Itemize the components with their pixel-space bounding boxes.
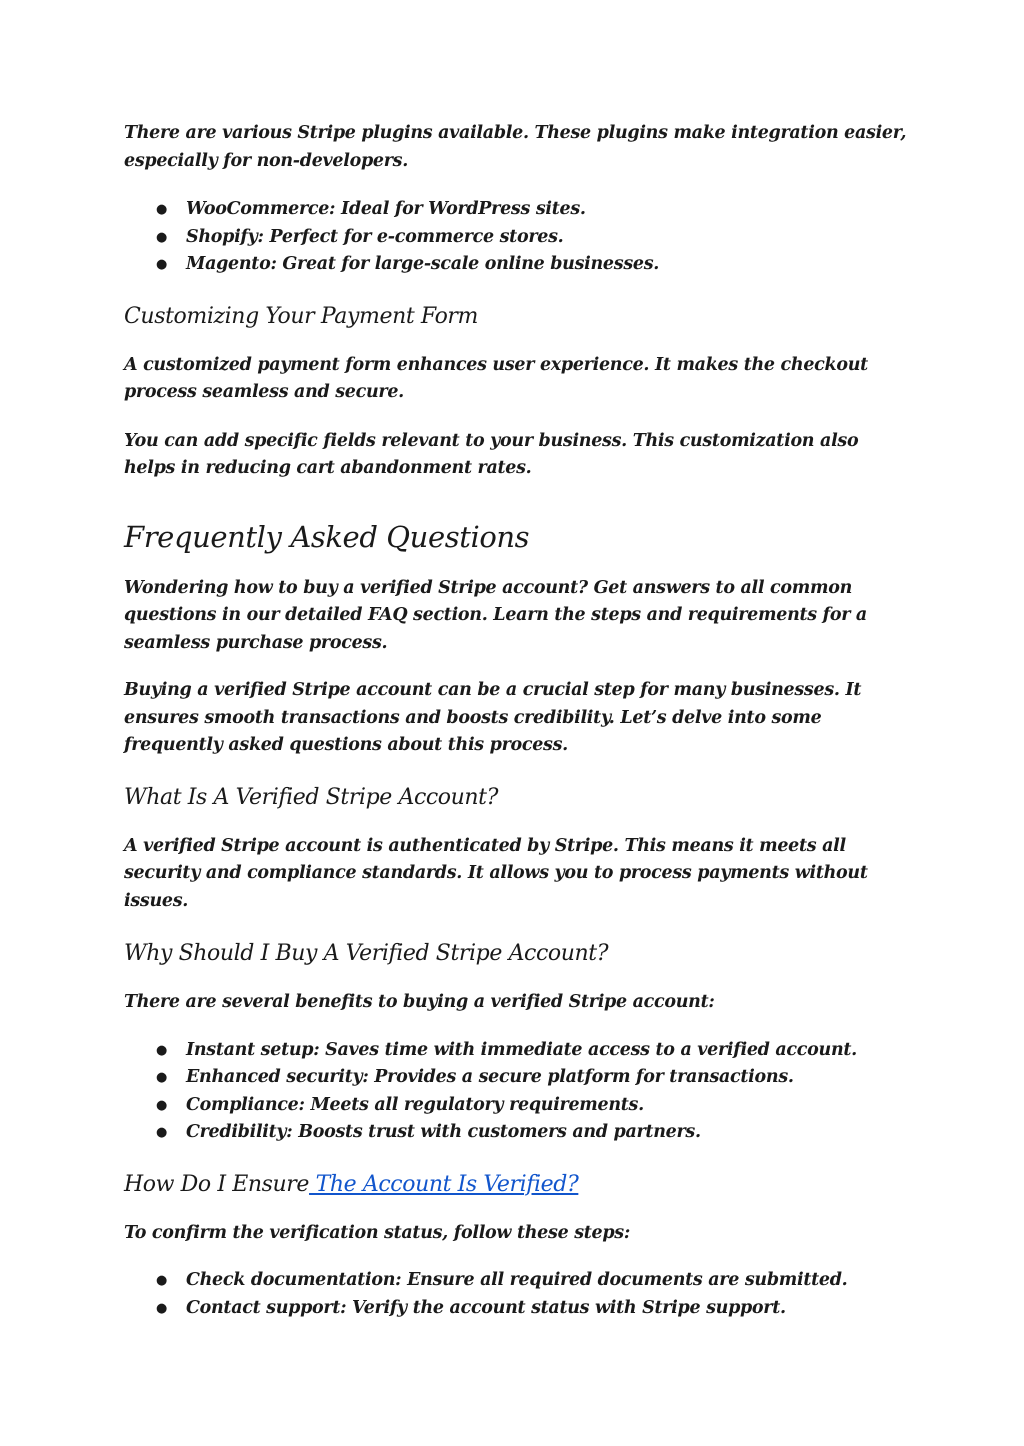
list-item: ● Compliance: Meets all regulatory requirements. bbox=[124, 1092, 914, 1120]
faq-paragraph-1: Wondering how to buy a verified Stripe account? Get answers to all common questions in our detailed FAQ section. Learn the steps and requirements for a seamless purchase process. bbox=[124, 577, 867, 653]
list-item: ● Credibility: Boosts trust with customers and partners. bbox=[124, 1119, 914, 1147]
list-item: ● Instant setup: Saves time with immediate access to a verified account. bbox=[124, 1037, 914, 1065]
what-is-paragraph: A verified Stripe account is authenticated by Stripe. This means it meets all security and compliance standards. It allows you to process payments without issues. bbox=[124, 835, 868, 911]
list-item: ● Enhanced security: Provides a secure platform for transactions. bbox=[124, 1064, 914, 1092]
faq-paragraph-2: Buying a verified Stripe account can be a crucial step for many businesses. It ensures smooth transactions and boosts credibility. Let’s delve into some frequently asked questions about this process. bbox=[124, 680, 862, 755]
bullet-icon: ● bbox=[156, 257, 168, 272]
list-item: ● Magento: Great for large-scale online businesses. bbox=[124, 251, 914, 279]
bullet-icon: ● bbox=[156, 202, 168, 217]
ensure-heading bbox=[124, 1169, 914, 1201]
document-page bbox=[124, 120, 914, 1322]
bullet-icon: ● bbox=[156, 229, 168, 245]
bullet-icon: ● bbox=[156, 1070, 168, 1085]
ensure-paragraph: To confirm the verification status, follow these steps: bbox=[124, 1222, 631, 1243]
customizing-paragraph-2: You can add specific fields relevant to your business. This customization also helps in reducing cart abandonment rates. bbox=[124, 430, 859, 478]
ensure-heading-prefix: How Do I Ensure bbox=[124, 1171, 310, 1197]
account-verified-link[interactable]: The Account Is Verified? bbox=[309, 1171, 579, 1197]
list-item: ● Shopify: Perfect for e-commerce stores. bbox=[124, 224, 914, 252]
what-is-heading: What Is A Verified Stripe Account? bbox=[124, 784, 499, 810]
why-buy-heading: Why Should I Buy A Verified Stripe Account? bbox=[124, 941, 609, 966]
list-item: ● Contact support: Verify the account status with Stripe support. bbox=[124, 1295, 914, 1323]
bullet-icon: ● bbox=[156, 1042, 168, 1058]
list-item: ● WooCommerce: Ideal for WordPress sites. bbox=[124, 196, 914, 224]
bullet-icon: ● bbox=[156, 1097, 168, 1113]
bullet-icon: ● bbox=[156, 1300, 168, 1316]
faq-heading: Frequently Asked Questions bbox=[124, 519, 530, 554]
plugins-intro-paragraph: There are various Stripe plugins available. These plugins make integration easier, especially for non-developers. bbox=[124, 123, 907, 171]
bullet-icon: ● bbox=[156, 1125, 168, 1140]
list-item: ● Check documentation: Ensure all required documents are submitted. bbox=[124, 1267, 914, 1295]
benefits-list bbox=[124, 1037, 914, 1147]
bullet-icon: ● bbox=[156, 1273, 168, 1288]
why-buy-paragraph: There are several benefits to buying a verified Stripe account: bbox=[124, 992, 715, 1012]
customizing-paragraph-1: A customized payment form enhances user experience. It makes the checkout process seamless and secure. bbox=[124, 354, 868, 402]
plugins-list bbox=[124, 196, 914, 279]
steps-list bbox=[124, 1267, 914, 1322]
customizing-heading: Customizing Your Payment Form bbox=[124, 303, 479, 329]
